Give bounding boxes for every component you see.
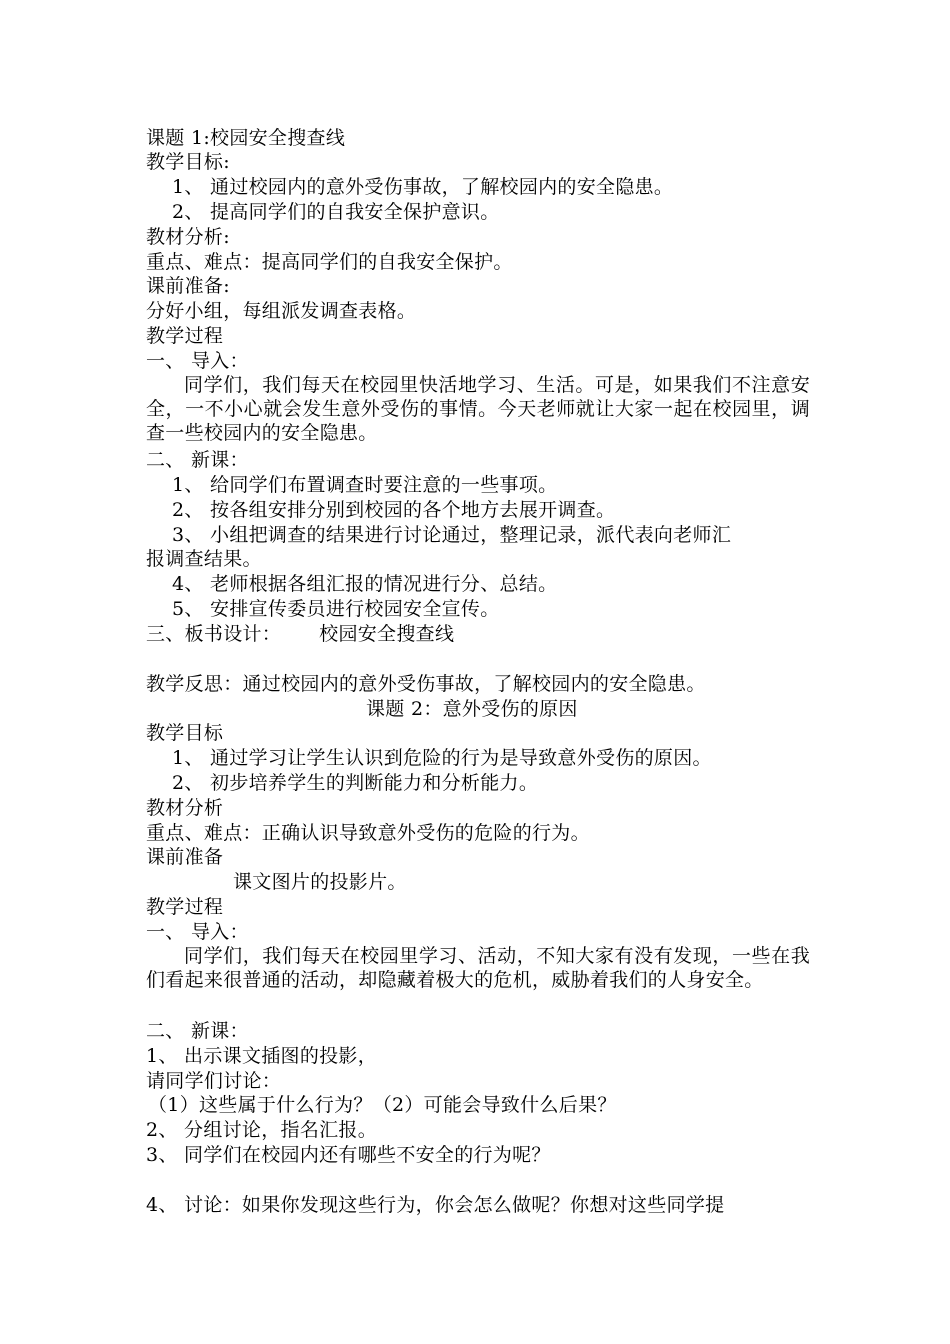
lesson2-step-2: 2、 分组讨论，指名汇报。 [146,1119,378,1141]
lesson2-prep-heading: 课前准备 [146,846,224,868]
lesson2-process-heading: 教学过程 [146,896,224,918]
lesson1-process-heading: 教学过程 [146,325,224,347]
lesson2-step-1: 1、 出示课文插图的投影， [146,1045,378,1067]
lesson2-key-points: 重点、难点：正确认识导致意外受伤的危险的行为。 [146,822,590,844]
lesson2-goal-1: 1、 通过学习让学生认识到危险的行为是导致意外受伤的原因。 [172,747,712,769]
lesson1-goals-heading: 教学目标: [146,151,230,173]
lesson2-intro-text: 同学们，我们每天在校园里学习、活动，不知大家有没有发现，一些在我们看起来很普通的活动，却隐藏着极大的危机，威胁着我们的人身安全。 [146,945,810,991]
lesson2-discuss-prompt: 请同学们讨论： [146,1070,282,1092]
lesson2-step-3: 3、 同学们在校园内还有哪些不安全的行为呢？ [146,1144,551,1166]
lesson1-goal-2: 2、 提高同学们的自我安全保护意识。 [172,201,500,223]
lesson2-analysis-heading: 教材分析 [146,797,224,819]
lesson2-questions: （1）这些属于什么行为？（2）可能会导致什么后果？ [148,1094,617,1116]
lesson2-title: 课题 2：意外受伤的原因 [366,698,578,720]
lesson1-new-item-2: 2、 按各组安排分别到校园的各个地方去展开调查。 [172,499,616,521]
lesson1-board-design: 三、板书设计： 校园安全搜查线 [146,623,455,645]
lesson1-reflection: 教学反思：通过校园内的意外受伤事故，了解校园内的安全隐患。 [146,673,706,695]
lesson1-prep-text: 分好小组，每组派发调查表格。 [146,300,417,322]
lesson2-goal-2: 2、 初步培养学生的判断能力和分析能力。 [172,772,539,794]
lesson2-new-heading: 二、 新课： [146,1020,249,1042]
lesson1-new-item-1: 1、 给同学们布置调查时要注意的一些事项。 [172,474,558,496]
lesson2-step-4: 4、 讨论：如果你发现这些行为，你会怎么做呢？你想对这些同学提 [146,1194,725,1216]
lesson1-intro-heading: 一、 导入： [146,350,249,372]
lesson1-intro-text: 同学们，我们每天在校园里快活地学习、生活。可是，如果我们不注意安全，一不小心就会发生意外受伤的事情。今天老师就让大家一起在校园里，调查一些校园内的安全隐患。 [146,374,810,444]
lesson1-analysis-heading: 教材分析: [146,226,230,248]
lesson1-prep-heading: 课前准备: [146,275,230,297]
lesson1-key-points: 重点、难点：提高同学们的自我安全保护。 [146,251,513,273]
lesson1-new-item-4: 4、 老师根据各组汇报的情况进行分、总结。 [172,573,558,595]
lesson1-goal-1: 1、 通过校园内的意外受伤事故，了解校园内的安全隐患。 [172,176,674,198]
lesson1-title: 课题 1:校园安全搜查线 [146,127,346,149]
lesson1-new-heading: 二、 新课： [146,449,249,471]
lesson2-goals-heading: 教学目标 [146,722,224,744]
lesson1-new-item-3-cont: 报调查结果。 [146,548,262,570]
lesson2-intro-heading: 一、 导入： [146,921,249,943]
lesson2-prep-text: 课文图片的投影片。 [233,871,407,893]
lesson1-new-item-5: 5、 安排宣传委员进行校园安全宣传。 [172,598,500,620]
lesson1-new-item-3: 3、 小组把调查的结果进行讨论通过，整理记录，派代表向老师汇 [172,524,732,546]
